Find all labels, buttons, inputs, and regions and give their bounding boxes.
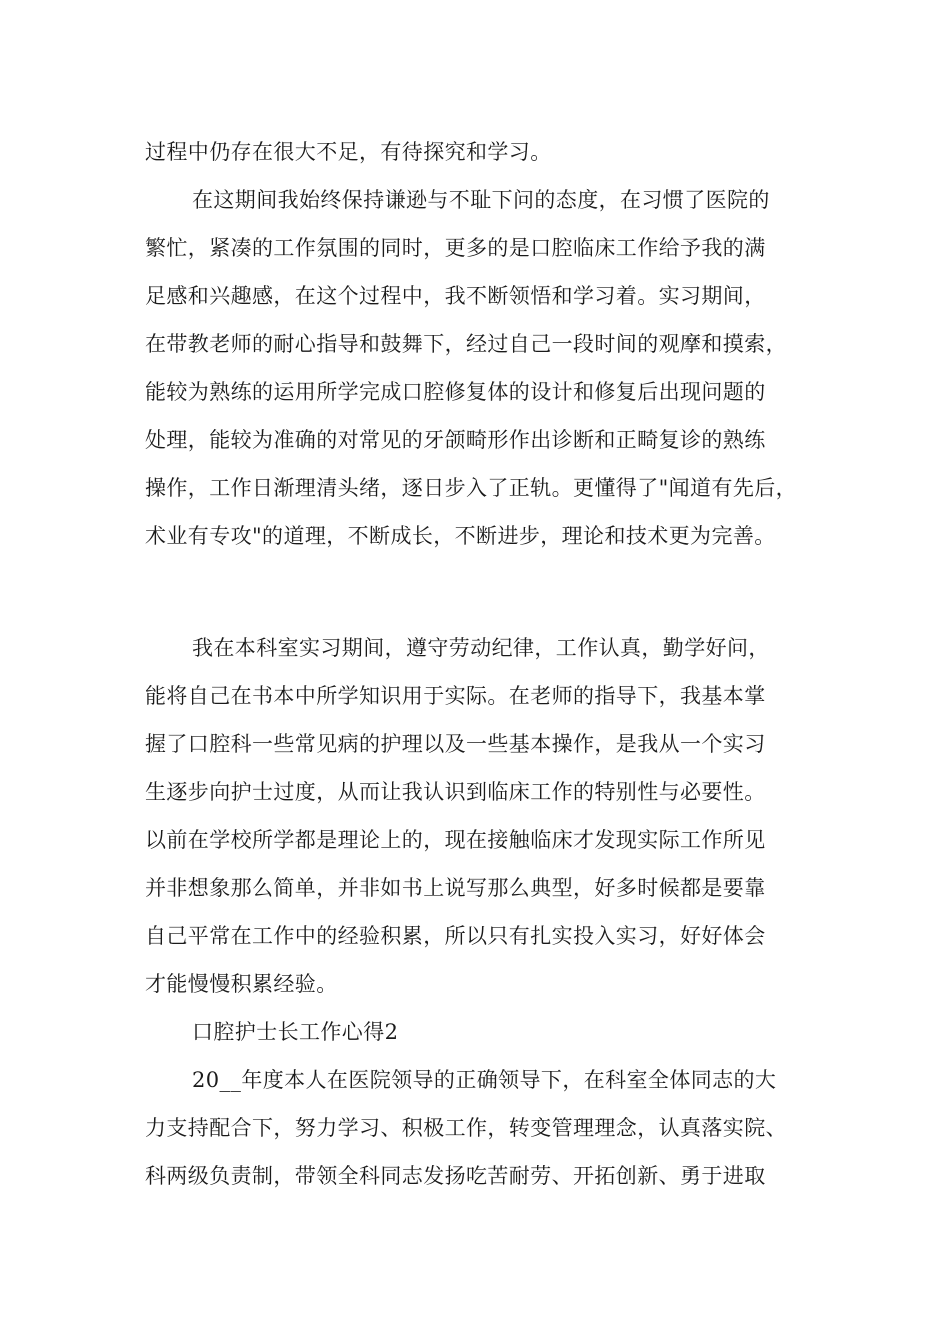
text-line: 生逐步向护士过度，从而让我认识到临床工作的特别性与必要性。: [145, 780, 766, 804]
text-line: 过程中仍存在很大不足，有待探究和学习。: [145, 140, 552, 164]
paragraph-start-line: 我在本科室实习期间，遵守劳动纪律，工作认真，勤学好问，: [192, 636, 770, 660]
text-line: 处理，能较为准确的对常见的牙颌畸形作出诊断和正畸复诊的熟练: [145, 428, 766, 452]
text-line: 以前在学校所学都是理论上的，现在接触临床才发现实际工作所见: [145, 828, 766, 852]
text-line: 科两级负责制，带领全科同志发扬吃苦耐劳、开拓创新、勇于进取: [145, 1164, 766, 1188]
paragraph-start-line: 在这期间我始终保持谦逊与不耻下问的态度，在习惯了医院的: [192, 188, 770, 212]
section-heading: 口腔护士长工作心得2: [192, 1020, 399, 1044]
text-line: 在带教老师的耐心指导和鼓舞下，经过自己一段时间的观摩和摸索，: [145, 332, 787, 356]
text-line: 并非想象那么简单，并非如书上说写那么典型，好多时候都是要靠: [145, 876, 766, 900]
text-line: 握了口腔科一些常见病的护理以及一些基本操作，是我从一个实习: [145, 732, 766, 756]
text-line: 足感和兴趣感，在这个过程中，我不断领悟和学习着。实习期间，: [145, 284, 766, 308]
text-line: 才能慢慢积累经验。: [145, 972, 338, 996]
paragraph-start-line: 20__年度本人在医院领导的正确领导下，在科室全体同志的大: [192, 1068, 777, 1092]
text-line: 术业有专攻"的道理，不断成长，不断进步，理论和技术更为完善。: [145, 524, 776, 548]
text-line: 繁忙，紧凑的工作氛围的同时，更多的是口腔临床工作给予我的满: [145, 236, 766, 260]
text-line: 能将自己在书本中所学知识用于实际。在老师的指导下，我基本掌: [145, 684, 766, 708]
text-line: 能较为熟练的运用所学完成口腔修复体的设计和修复后出现问题的: [145, 380, 766, 404]
text-line: 自己平常在工作中的经验积累，所以只有扎实投入实习，好好体会: [145, 924, 766, 948]
text-line: 操作，工作日渐理清头绪，逐日步入了正轨。更懂得了"闻道有先后，: [145, 476, 798, 500]
text-line: 力支持配合下，努力学习、积极工作，转变管理理念，认真落实院、: [145, 1116, 787, 1140]
